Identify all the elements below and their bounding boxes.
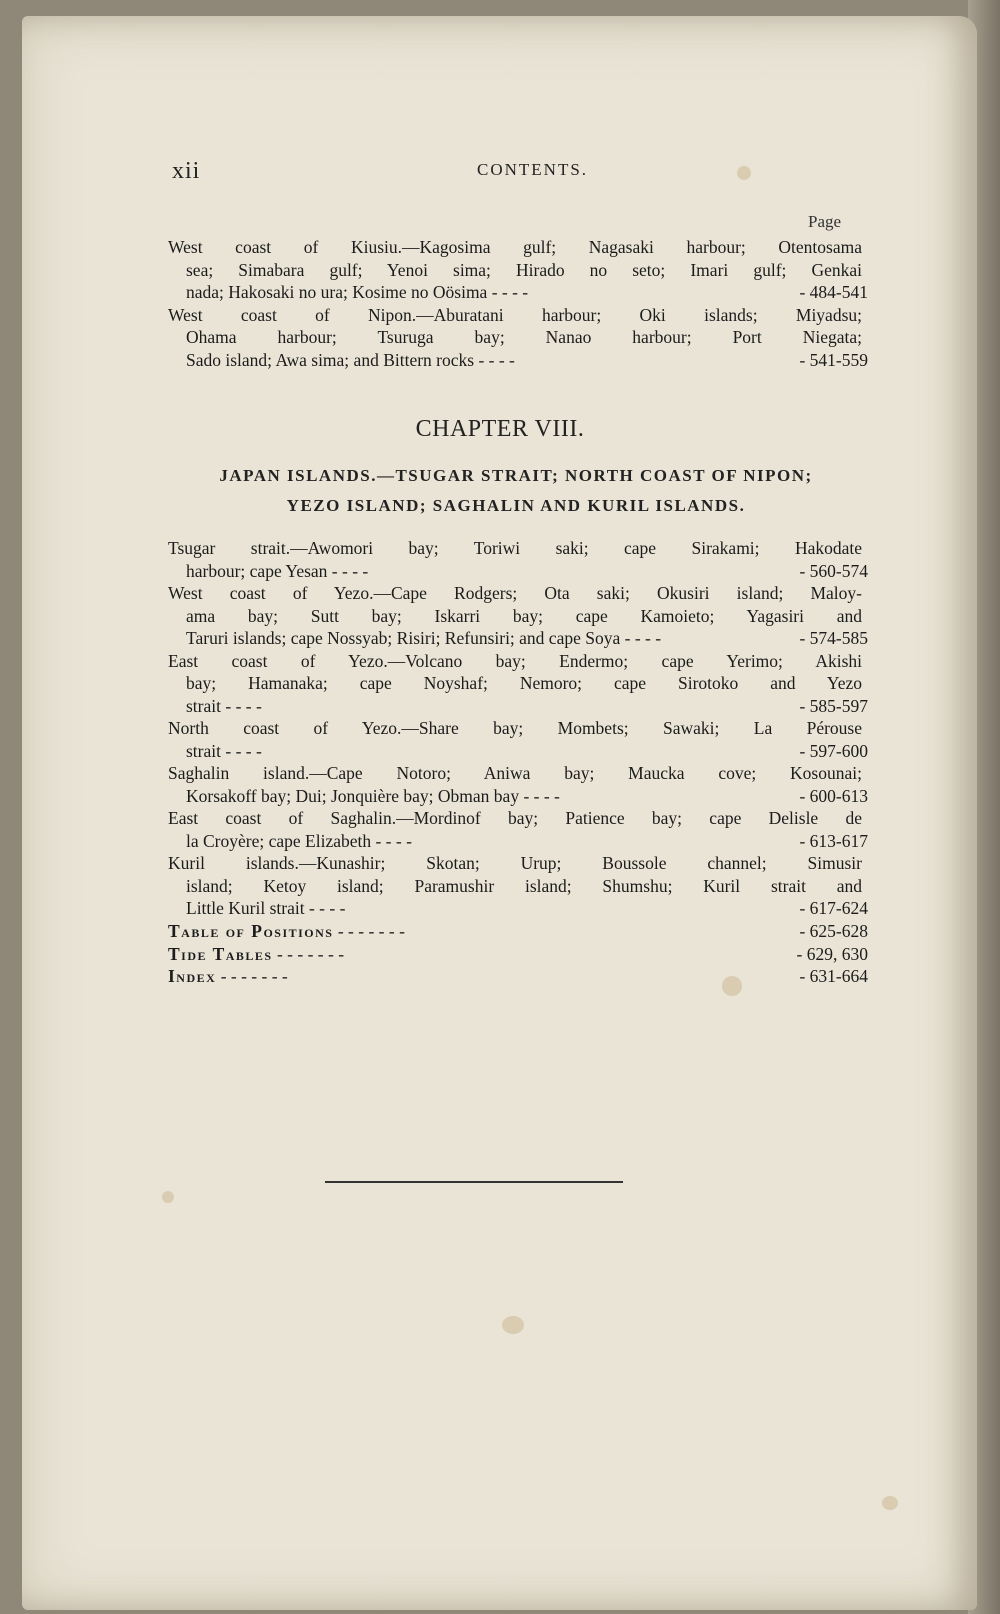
chapter-subtitle-line-1: JAPAN ISLANDS.—TSUGAR STRAIT; NORTH COAST OF NIPON; <box>219 466 813 485</box>
page-range: - 629, 630 <box>796 943 868 964</box>
leader-dots: - - - - <box>487 282 529 302</box>
page-range: - 585-597 <box>799 695 868 716</box>
toc-entry-line: Ohama harbour; Tsuruga bay; Nanao harbour; Port Niegata; <box>186 327 862 347</box>
page-range: - 574-585 <box>799 628 868 648</box>
toc-entry-line: ama bay; Sutt bay; Iskarri bay; cape Kamoieto; Yagasiri and <box>186 605 862 626</box>
appendix-label: Tide Tables <box>168 943 273 964</box>
toc-entry-line: harbour; cape Yesan - - - - <box>186 560 369 581</box>
toc-entry-line: Kuril islands.—Kunashir; Skotan; Urup; Boussole channel; Simusir <box>168 853 862 873</box>
toc-entry-line: Little Kuril strait - - - - <box>186 898 346 918</box>
foxing-spot <box>502 1316 524 1334</box>
appendix-entry <box>168 943 868 966</box>
chapter-subtitle-line-2: YEZO ISLAND; SAGHALIN AND KURIL ISLANDS. <box>286 496 746 515</box>
page-range: - 617-624 <box>799 898 868 918</box>
foxing-spot <box>162 1191 174 1203</box>
page-range: - 613-617 <box>799 830 868 851</box>
toc-section-viii <box>168 537 868 920</box>
leader-dots: - - - - <box>304 898 346 918</box>
foxing-spot <box>882 1496 898 1510</box>
toc-entry-line: Sado island; Awa sima; and Bittern rocks - - - - <box>186 349 515 370</box>
toc-entry-line: strait - - - - <box>186 695 262 716</box>
toc-entry-line: West coast of Nipon.—Aburatani harbour; Oki islands; Miyadsu; <box>168 304 862 325</box>
page-range: - 600-613 <box>799 785 868 806</box>
toc-entry-line: East coast of Saghalin.—Mordinof bay; Patience bay; cape Delisle de <box>168 808 862 828</box>
leader-dots: - - - - <box>221 695 262 716</box>
leader-dots: - - - - - - - <box>333 921 405 941</box>
toc-entry-line: Saghalin island.—Cape Notoro; Aniwa bay; Maucka cove; Kosounai; <box>168 763 862 783</box>
toc-entry <box>168 807 868 852</box>
leader-dots: - - - - - - - <box>216 966 288 986</box>
toc-entry-line: island; Ketoy island; Paramushir island; Shumshu; Kuril strait and <box>186 875 862 896</box>
toc-entry-line: West coast of Kiusiu.—Kagosima gulf; Nagasaki harbour; Otentosama <box>168 237 862 257</box>
leader-dots: - - - - <box>519 785 560 806</box>
chapter-title: CHAPTER VIII. <box>415 416 585 442</box>
page-range: - 484-541 <box>799 282 868 302</box>
leader-dots: - - - - <box>327 560 369 581</box>
folio: xii <box>172 158 201 184</box>
toc-entry <box>168 717 868 762</box>
toc-entry-line: sea; Simabara gulf; Yenoi sima; Hirado no seto; Imari gulf; Genkai <box>186 259 862 280</box>
toc-entry-line: West coast of Yezo.—Cape Rodgers; Ota saki; Okusiri island; Maloy- <box>168 583 862 603</box>
toc-section-vii <box>168 236 868 371</box>
page-column-label: Page <box>808 212 842 231</box>
toc-entry <box>168 762 868 807</box>
leader-dots: - - - - - - - <box>272 943 345 964</box>
running-title: CONTENTS. <box>477 160 589 179</box>
page-range: - 631-664 <box>799 966 868 986</box>
appendix-entry <box>168 965 868 988</box>
toc-entry-line: bay; Hamanaka; cape Noyshaf; Nemoro; cape Sirotoko and Yezo <box>186 673 862 693</box>
page-range: - 560-574 <box>799 560 868 581</box>
leader-dots: - - - - <box>474 349 515 370</box>
toc-appendix <box>168 920 868 988</box>
toc-entry <box>168 852 868 920</box>
appendix-label: Table of Positions <box>168 921 334 941</box>
leader-dots: - - - - <box>371 830 412 851</box>
toc-entry <box>168 304 868 372</box>
appendix-entry <box>168 920 868 943</box>
leader-dots: - - - - <box>620 628 662 648</box>
toc-entry <box>168 650 868 718</box>
toc-entry-line: North coast of Yezo.—Share bay; Mombets; Sawaki; La Pérouse <box>168 718 862 738</box>
toc-entry <box>168 582 868 650</box>
page-header <box>172 158 866 188</box>
toc-entry-line: nada; Hakosaki no ura; Kosime no Oösima - - - - <box>186 282 529 302</box>
page-range: - 597-600 <box>799 740 868 761</box>
toc-entry-line: Korsakoff bay; Dui; Jonquière bay; Obman bay - - - - <box>186 785 560 806</box>
toc-entry-line: Tsugar strait.—Awomori bay; Toriwi saki; cape Sirakami; Hakodate <box>168 538 862 558</box>
toc-entry-line: Taruri islands; cape Nossyab; Risiri; Refunsiri; and cape Soya - - - - <box>186 628 662 648</box>
toc-entry-line: strait - - - - <box>186 740 262 761</box>
page-range: - 625-628 <box>799 921 868 941</box>
toc-entry <box>168 236 868 304</box>
toc-entry-line: la Croyère; cape Elizabeth - - - - <box>186 830 412 851</box>
leader-dots: - - - - <box>221 740 262 761</box>
appendix-label: Index <box>168 966 217 986</box>
toc-entry-line: East coast of Yezo.—Volcano bay; Endermo; cape Yerimo; Akishi <box>168 650 862 671</box>
toc-entry <box>168 537 868 582</box>
closing-rule <box>325 1181 623 1183</box>
page-range: - 541-559 <box>799 349 868 370</box>
